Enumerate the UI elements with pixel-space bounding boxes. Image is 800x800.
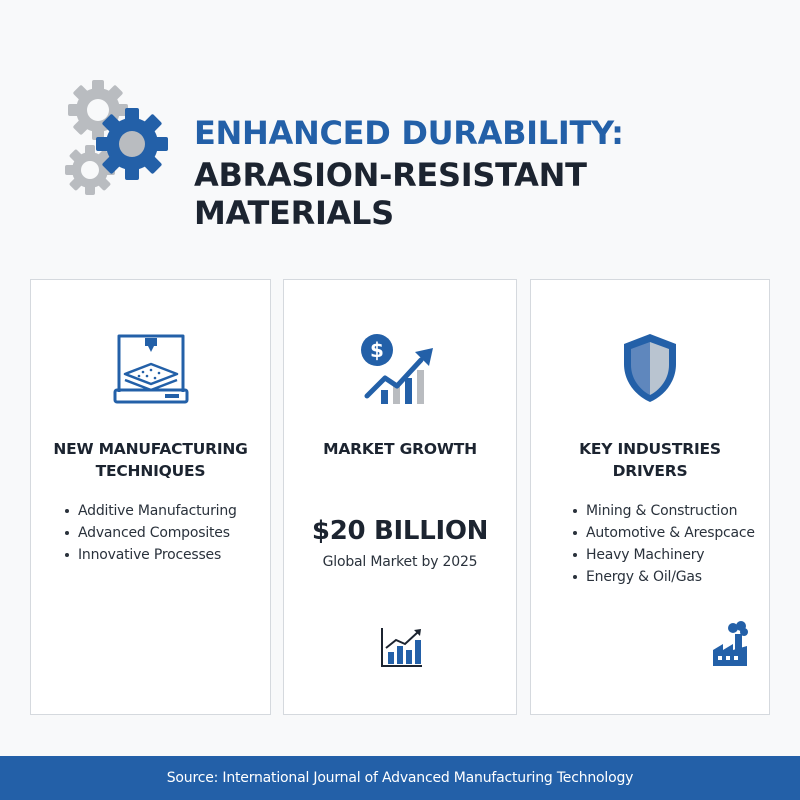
- list-item: Energy & Oil/Gas: [571, 566, 755, 588]
- page-title: [194, 114, 762, 232]
- card-title-line: TECHNIQUES: [95, 462, 206, 480]
- 3d-printer-icon: [31, 330, 270, 410]
- card-title: [541, 438, 759, 482]
- list-item: Automotive & Arespcace: [571, 522, 755, 544]
- bar-chart-icon: [380, 626, 424, 672]
- card-manufacturing: [30, 279, 271, 715]
- factory-icon: [711, 620, 749, 672]
- list-item: Innovative Processes: [63, 544, 237, 566]
- card-title: [41, 438, 260, 482]
- card-title: [294, 438, 506, 460]
- svg-text:$: $: [370, 338, 384, 362]
- title-line-2: ABRASION-RESISTANT MATERIALS: [194, 156, 587, 232]
- card-title-line: DRIVERS: [612, 462, 688, 480]
- card-key-industries: [530, 279, 770, 715]
- technique-list: [63, 500, 237, 566]
- title-line-1: ENHANCED DURABILITY:: [194, 114, 624, 152]
- market-value-caption: Global Market by 2025: [322, 554, 478, 570]
- card-title-line: NEW MANUFACTURING: [53, 440, 248, 458]
- industry-list: [571, 500, 755, 588]
- dollar-growth-chart-icon: [284, 330, 516, 410]
- list-item: Additive Manufacturing: [63, 500, 237, 522]
- card-market-growth: [283, 279, 517, 715]
- card-title-line: KEY INDUSTRIES: [579, 440, 721, 458]
- list-item: Advanced Composites: [63, 522, 237, 544]
- shield-icon: [531, 330, 769, 410]
- source-footer: Source: International Journal of Advanced Manufacturing Technology: [0, 756, 800, 800]
- header: [62, 78, 762, 232]
- card-title-line: MARKET GROWTH: [323, 440, 477, 458]
- gears-icon: [62, 78, 172, 198]
- list-item: Heavy Machinery: [571, 544, 755, 566]
- market-value: $20 BILLION: [311, 516, 489, 546]
- list-item: Mining & Construction: [571, 500, 755, 522]
